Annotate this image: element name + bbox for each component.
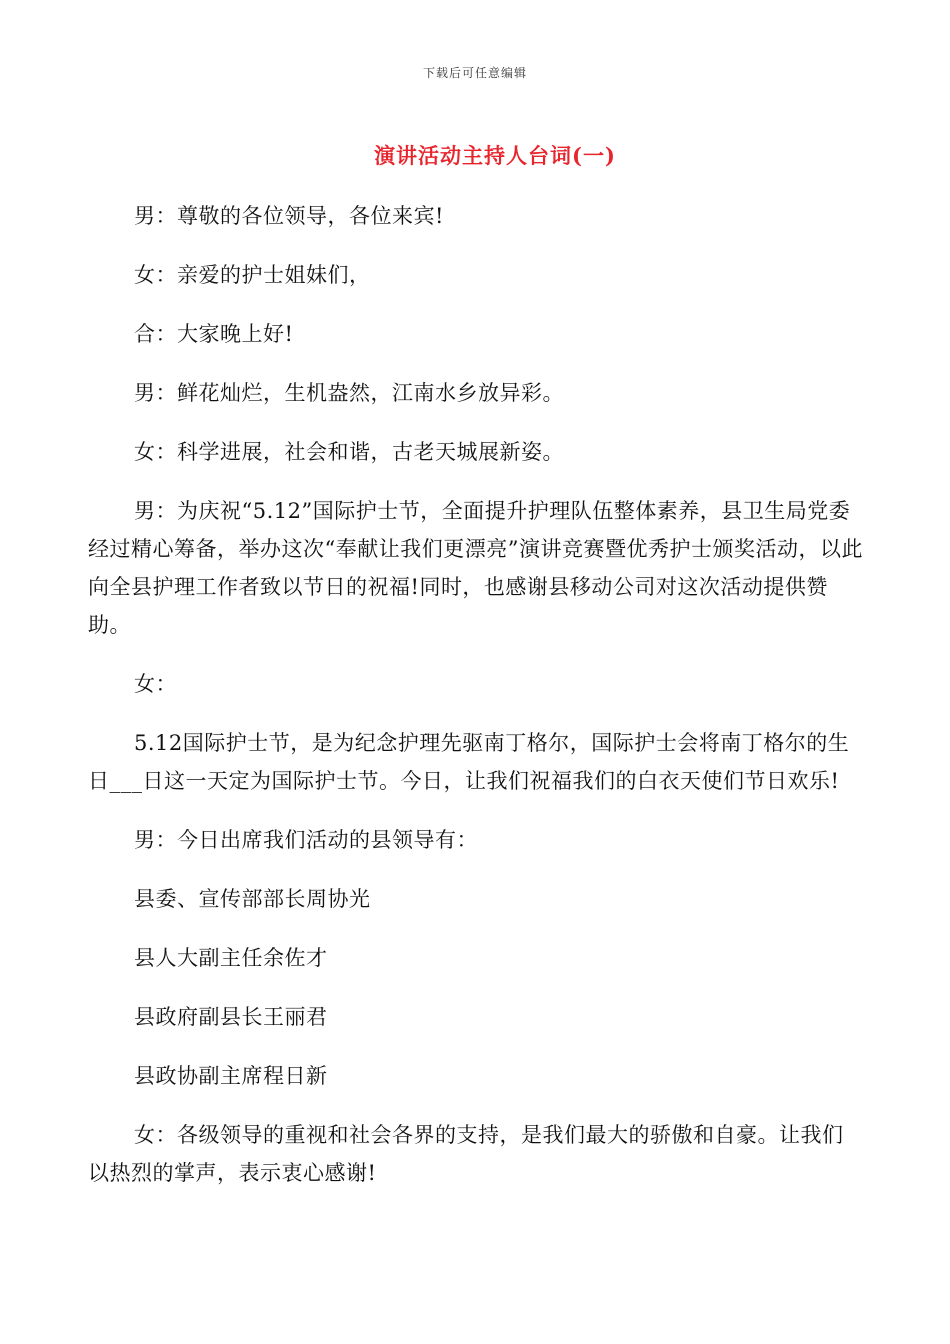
document-title: 演讲活动主持人台词(一)	[374, 143, 616, 168]
paragraph-leader-2: 县人大副主任余佐才	[134, 946, 328, 970]
paragraph-greeting-together: 合：大家晚上好!	[134, 322, 294, 346]
paragraph-thanks: 女：各级领导的重视和社会各界的支持，是我们最大的骄傲和自豪。让我们以热烈的掌声，表示衷心感谢!	[88, 1123, 844, 1185]
paragraph-flowers: 男：鲜花灿烂，生机盎然，江南水乡放异彩。	[134, 381, 564, 405]
document-body	[88, 197, 863, 1213]
paragraph-celebration: 男：为庆祝“5.12”国际护士节，全面提升护理队伍整体素养，县卫生局党委经过精心筹备，举办这次“奉献让我们更漂亮”演讲竞赛暨优秀护士颁奖活动，以此向全县护理工作者致以节日的祝福!同时，也感谢县移动公司对这次活动提供赞助。	[88, 499, 863, 637]
paragraph-science: 女：科学进展，社会和谐，古老天城展新姿。	[134, 440, 564, 464]
paragraph-leader-1: 县委、宣传部部长周协光	[134, 887, 371, 911]
paragraph-greeting-female: 女：亲爱的护士姐妹们，	[134, 263, 371, 287]
header-note: 下载后可任意编辑	[422, 66, 527, 80]
paragraph-leaders-intro: 男：今日出席我们活动的县领导有：	[134, 828, 478, 852]
paragraph-greeting-male: 男：尊敬的各位领导，各位来宾!	[134, 204, 444, 228]
paragraph-female-label: 女：	[134, 672, 177, 696]
paragraph-nurses-day: 5.12国际护士节，是为纪念护理先驱南丁格尔，国际护士会将南丁格尔的生日___日这一天定为国际护士节。今日，让我们祝福我们的白衣天使们节日欢乐!	[88, 731, 850, 793]
paragraph-leader-4: 县政协副主席程日新	[134, 1064, 328, 1088]
paragraph-leader-3: 县政府副县长王丽君	[134, 1005, 328, 1029]
